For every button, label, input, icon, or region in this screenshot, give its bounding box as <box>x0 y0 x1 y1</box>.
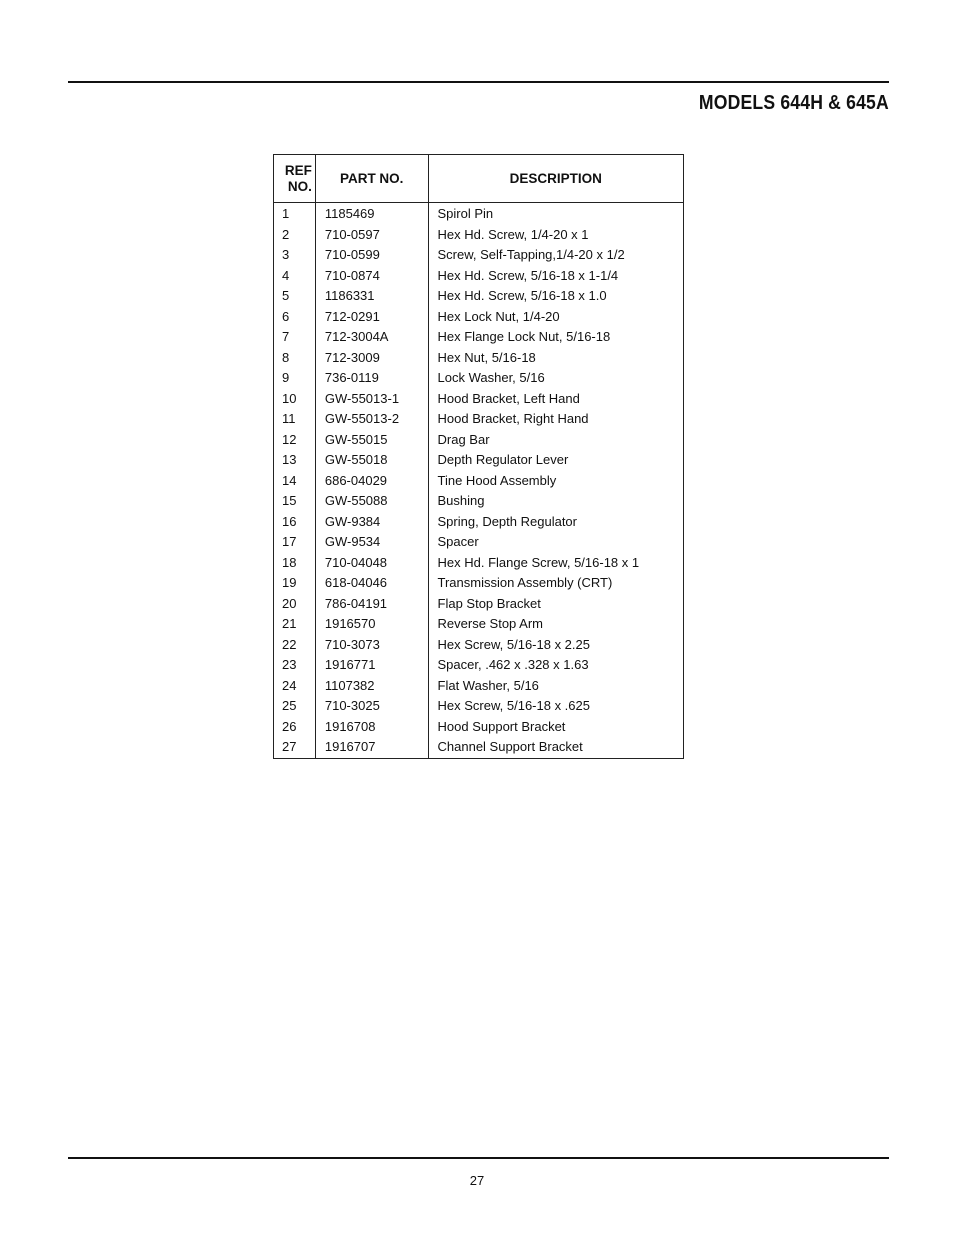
part-number-cell: 1185469 <box>315 203 428 225</box>
part-number-cell: 786-04191 <box>315 594 428 615</box>
page-title: MODELS 644H & 645A <box>699 92 889 114</box>
table-row <box>274 307 684 328</box>
description-cell: Hex Hd. Screw, 1/4-20 x 1 <box>428 225 683 246</box>
ref-cell: 23 <box>274 655 316 676</box>
table-row <box>274 614 684 635</box>
description-cell: Drag Bar <box>428 430 683 451</box>
top-rule <box>68 81 889 83</box>
table-row <box>274 573 684 594</box>
table-body <box>274 203 684 759</box>
table-row <box>274 696 684 717</box>
ref-cell: 20 <box>274 594 316 615</box>
part-number-cell: 712-0291 <box>315 307 428 328</box>
table-row <box>274 245 684 266</box>
part-number-cell: 1107382 <box>315 676 428 697</box>
page-number: 27 <box>469 1173 485 1188</box>
ref-cell: 3 <box>274 245 316 266</box>
table-row <box>274 532 684 553</box>
part-number-cell: GW-55013-2 <box>315 409 428 430</box>
part-number-cell: 1186331 <box>315 286 428 307</box>
description-cell: Hex Lock Nut, 1/4-20 <box>428 307 683 328</box>
part-number-cell: 1916771 <box>315 655 428 676</box>
part-number-cell: 736-0119 <box>315 368 428 389</box>
bottom-rule <box>68 1157 889 1159</box>
description-cell: Spirol Pin <box>428 203 683 225</box>
part-number-cell: 1916708 <box>315 717 428 738</box>
table-row <box>274 203 684 225</box>
table-row <box>274 409 684 430</box>
table-row <box>274 348 684 369</box>
part-number-cell: 686-04029 <box>315 471 428 492</box>
table-row <box>274 594 684 615</box>
table-row <box>274 553 684 574</box>
description-cell: Hex Nut, 5/16-18 <box>428 348 683 369</box>
part-number-cell: GW-55088 <box>315 491 428 512</box>
ref-cell: 1 <box>274 203 316 225</box>
ref-cell: 19 <box>274 573 316 594</box>
part-number-cell: 710-04048 <box>315 553 428 574</box>
description-cell: Transmission Assembly (CRT) <box>428 573 683 594</box>
table-row <box>274 737 684 758</box>
description-cell: Spacer <box>428 532 683 553</box>
part-number-cell: GW-9534 <box>315 532 428 553</box>
part-number-cell: 712-3009 <box>315 348 428 369</box>
table-row <box>274 512 684 533</box>
table-row <box>274 717 684 738</box>
description-cell: Hex Screw, 5/16-18 x .625 <box>428 696 683 717</box>
table-row <box>274 286 684 307</box>
table-header <box>274 155 684 203</box>
table-row <box>274 471 684 492</box>
ref-cell: 18 <box>274 553 316 574</box>
part-number-cell: GW-55013-1 <box>315 389 428 410</box>
ref-cell: 8 <box>274 348 316 369</box>
part-number-cell: GW-55018 <box>315 450 428 471</box>
description-cell: Screw, Self-Tapping,1/4-20 x 1/2 <box>428 245 683 266</box>
description-cell: Hood Bracket, Left Hand <box>428 389 683 410</box>
ref-cell: 27 <box>274 737 316 758</box>
description-cell: Hood Support Bracket <box>428 717 683 738</box>
table-row <box>274 491 684 512</box>
parts-table <box>273 154 684 759</box>
ref-cell: 6 <box>274 307 316 328</box>
description-cell: Hex Hd. Screw, 5/16-18 x 1-1/4 <box>428 266 683 287</box>
description-cell: Tine Hood Assembly <box>428 471 683 492</box>
table-row <box>274 266 684 287</box>
description-cell: Hood Bracket, Right Hand <box>428 409 683 430</box>
description-cell: Spring, Depth Regulator <box>428 512 683 533</box>
description-cell: Channel Support Bracket <box>428 737 683 758</box>
table-row <box>274 389 684 410</box>
description-cell: Hex Screw, 5/16-18 x 2.25 <box>428 635 683 656</box>
part-number-cell: 710-0874 <box>315 266 428 287</box>
ref-cell: 21 <box>274 614 316 635</box>
table-row <box>274 225 684 246</box>
ref-header-line2: NO. <box>287 178 312 194</box>
description-cell: Hex Flange Lock Nut, 5/16-18 <box>428 327 683 348</box>
description-cell: Hex Hd. Flange Screw, 5/16-18 x 1 <box>428 553 683 574</box>
ref-cell: 13 <box>274 450 316 471</box>
ref-cell: 7 <box>274 327 316 348</box>
part-number-cell: 618-04046 <box>315 573 428 594</box>
ref-cell: 4 <box>274 266 316 287</box>
description-cell: Hex Hd. Screw, 5/16-18 x 1.0 <box>428 286 683 307</box>
description-cell: Reverse Stop Arm <box>428 614 683 635</box>
ref-cell: 15 <box>274 491 316 512</box>
part-number-cell: 710-0599 <box>315 245 428 266</box>
ref-cell: 12 <box>274 430 316 451</box>
ref-cell: 5 <box>274 286 316 307</box>
part-number-cell: 710-3073 <box>315 635 428 656</box>
column-header-part-no: PART NO. <box>315 155 428 203</box>
description-cell: Bushing <box>428 491 683 512</box>
part-number-cell: 712-3004A <box>315 327 428 348</box>
column-header-description: DESCRIPTION <box>428 155 683 203</box>
table-row <box>274 368 684 389</box>
description-cell: Flat Washer, 5/16 <box>428 676 683 697</box>
ref-cell: 25 <box>274 696 316 717</box>
ref-cell: 14 <box>274 471 316 492</box>
ref-cell: 17 <box>274 532 316 553</box>
description-cell: Depth Regulator Lever <box>428 450 683 471</box>
description-cell: Flap Stop Bracket <box>428 594 683 615</box>
ref-cell: 26 <box>274 717 316 738</box>
part-number-cell: GW-9384 <box>315 512 428 533</box>
ref-cell: 2 <box>274 225 316 246</box>
part-number-cell: GW-55015 <box>315 430 428 451</box>
description-cell: Lock Washer, 5/16 <box>428 368 683 389</box>
ref-cell: 22 <box>274 635 316 656</box>
table-row <box>274 655 684 676</box>
description-cell: Spacer, .462 x .328 x 1.63 <box>428 655 683 676</box>
table-row <box>274 635 684 656</box>
column-header-ref-no <box>274 155 316 203</box>
ref-cell: 24 <box>274 676 316 697</box>
ref-header-line1: REF <box>284 162 312 178</box>
table-row <box>274 676 684 697</box>
table-row <box>274 327 684 348</box>
ref-cell: 9 <box>274 368 316 389</box>
part-number-cell: 710-3025 <box>315 696 428 717</box>
table-row <box>274 450 684 471</box>
part-number-cell: 1916707 <box>315 737 428 758</box>
part-number-cell: 710-0597 <box>315 225 428 246</box>
ref-cell: 10 <box>274 389 316 410</box>
part-number-cell: 1916570 <box>315 614 428 635</box>
table-row <box>274 430 684 451</box>
ref-cell: 11 <box>274 409 316 430</box>
ref-cell: 16 <box>274 512 316 533</box>
